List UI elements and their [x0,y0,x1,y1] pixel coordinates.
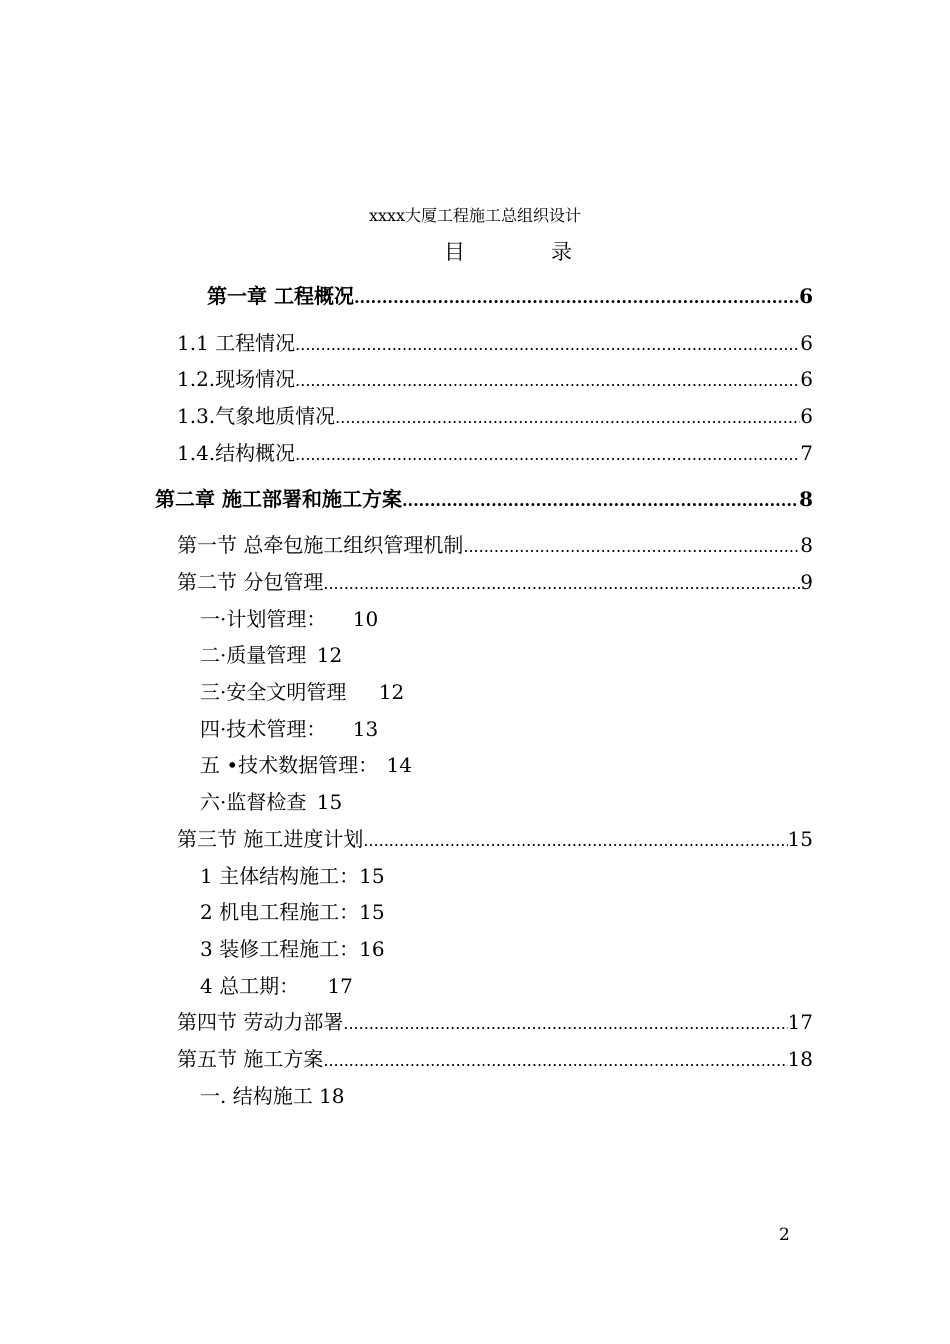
toc-leader-dots [363,831,787,850]
toc-entry-page: 8 [799,487,813,511]
toc-entry-decoration-works[interactable] [200,933,385,961]
toc-entry-section-1[interactable] [177,529,813,557]
toc-entry-page: 6 [800,404,813,428]
toc-entry-page: 7 [800,441,813,465]
toc-entry-section-5[interactable] [177,1043,813,1071]
toc-entry-label: 第二节 分包管理 [177,570,324,594]
toc-entry-quality-management[interactable] [200,639,342,667]
toc-leader-dots [354,288,799,307]
toc-entry-label: 六·监督检查 [200,790,307,814]
toc-entry-label: 五 •技术数据管理： [200,753,379,777]
toc-entry-label: 1.3.气象地质情况 [177,404,336,428]
toc-entry-label: 3 装修工程施工： [200,937,360,961]
toc-entry-page: 17 [787,1010,813,1034]
toc-entry-page: 16 [359,937,385,961]
toc-entry-tech-management[interactable] [200,713,378,741]
toc-entry-page: 17 [327,974,353,998]
toc-entry-safety-management[interactable] [200,676,404,704]
toc-entry-page: 18 [319,1084,345,1108]
toc-leader-dots [295,371,800,390]
toc-entry-1-2[interactable] [177,363,813,391]
toc-entry-page: 12 [316,643,343,667]
toc-leader-dots [323,574,800,593]
toc-entry-label: 2 机电工程施工： [200,900,360,924]
toc-leader-dots [402,491,799,510]
toc-entry-page: 15 [359,900,385,924]
toc-entry-label: 4 总工期： [200,974,300,998]
toc-entry-page: 12 [378,680,405,704]
toc-leader-dots [463,537,800,556]
toc-entry-label: 第四节 劳动力部署 [177,1010,344,1034]
toc-entry-label: 1.1 工程情况 [177,331,296,355]
toc-entry-label: 二·质量管理 [200,643,307,667]
toc-entry-section-3[interactable] [177,823,813,851]
toc-heading [444,236,572,266]
toc-leader-dots [335,408,800,427]
toc-leader-dots [295,335,800,354]
toc-entry-mep-works[interactable] [200,896,385,924]
toc-entry-structure-construction[interactable] [200,1080,345,1108]
toc-leader-dots [343,1014,787,1033]
toc-entry-page: 15 [359,864,385,888]
toc-entry-page: 10 [352,607,379,631]
toc-entry-label: 一. 结构施工 [200,1084,313,1108]
toc-entry-page: 6 [800,331,813,355]
toc-leader-dots [295,445,800,464]
toc-entry-plan-management[interactable] [200,603,378,631]
toc-entry-page: 6 [800,367,813,391]
toc-entry-section-2[interactable] [177,566,813,594]
document-title: xxxx大厦工程施工总组织设计 [368,206,582,225]
toc-entry-label: 1.2.现场情况 [177,367,296,391]
toc-entry-supervision[interactable] [200,786,342,814]
toc-heading-char-1: 目 [444,240,465,264]
page-number: 2 [779,1225,790,1245]
toc-entry-page: 9 [800,570,813,594]
toc-entry-label: 四·技术管理： [200,717,327,741]
toc-entry-1-4[interactable] [177,437,813,465]
toc-entry-tech-data-management[interactable] [200,749,412,777]
toc-entry-page: 15 [787,827,813,851]
toc-entry-main-structure[interactable] [200,860,385,888]
toc-entry-total-duration[interactable] [200,970,353,998]
toc-entry-page: 6 [799,284,813,308]
toc-entry-page: 15 [316,790,343,814]
toc-entry-page: 8 [800,533,813,557]
toc-entry-label: 第五节 施工方案 [177,1047,324,1071]
toc-entry-section-4[interactable] [177,1006,813,1034]
toc-entry-page: 14 [386,753,412,777]
toc-entry-label: 一·计划管理： [200,607,327,631]
toc-entry-label: 1 主体结构施工： [200,864,360,888]
toc-entry-label: 三·安全文明管理 [200,680,347,704]
toc-entry-label: 第二章 施工部署和施工方案 [155,487,402,511]
toc-entry-label: 第一章 工程概况 [207,284,354,308]
toc-entry-page: 13 [352,717,379,741]
toc-entry-label: 1.4.结构概况 [177,441,296,465]
toc-leader-dots [323,1051,787,1070]
toc-entry-label: 第一节 总牵包施工组织管理机制 [177,533,464,557]
toc-entry-1-1[interactable] [177,327,813,355]
toc-entry-1-3[interactable] [177,400,813,428]
toc-entry-page: 18 [787,1047,813,1071]
toc-heading-char-2: 录 [551,240,572,264]
toc-entry-chapter-1[interactable] [207,280,813,308]
toc-entry-label: 第三节 施工进度计划 [177,827,364,851]
toc-entry-chapter-2[interactable] [155,483,813,511]
